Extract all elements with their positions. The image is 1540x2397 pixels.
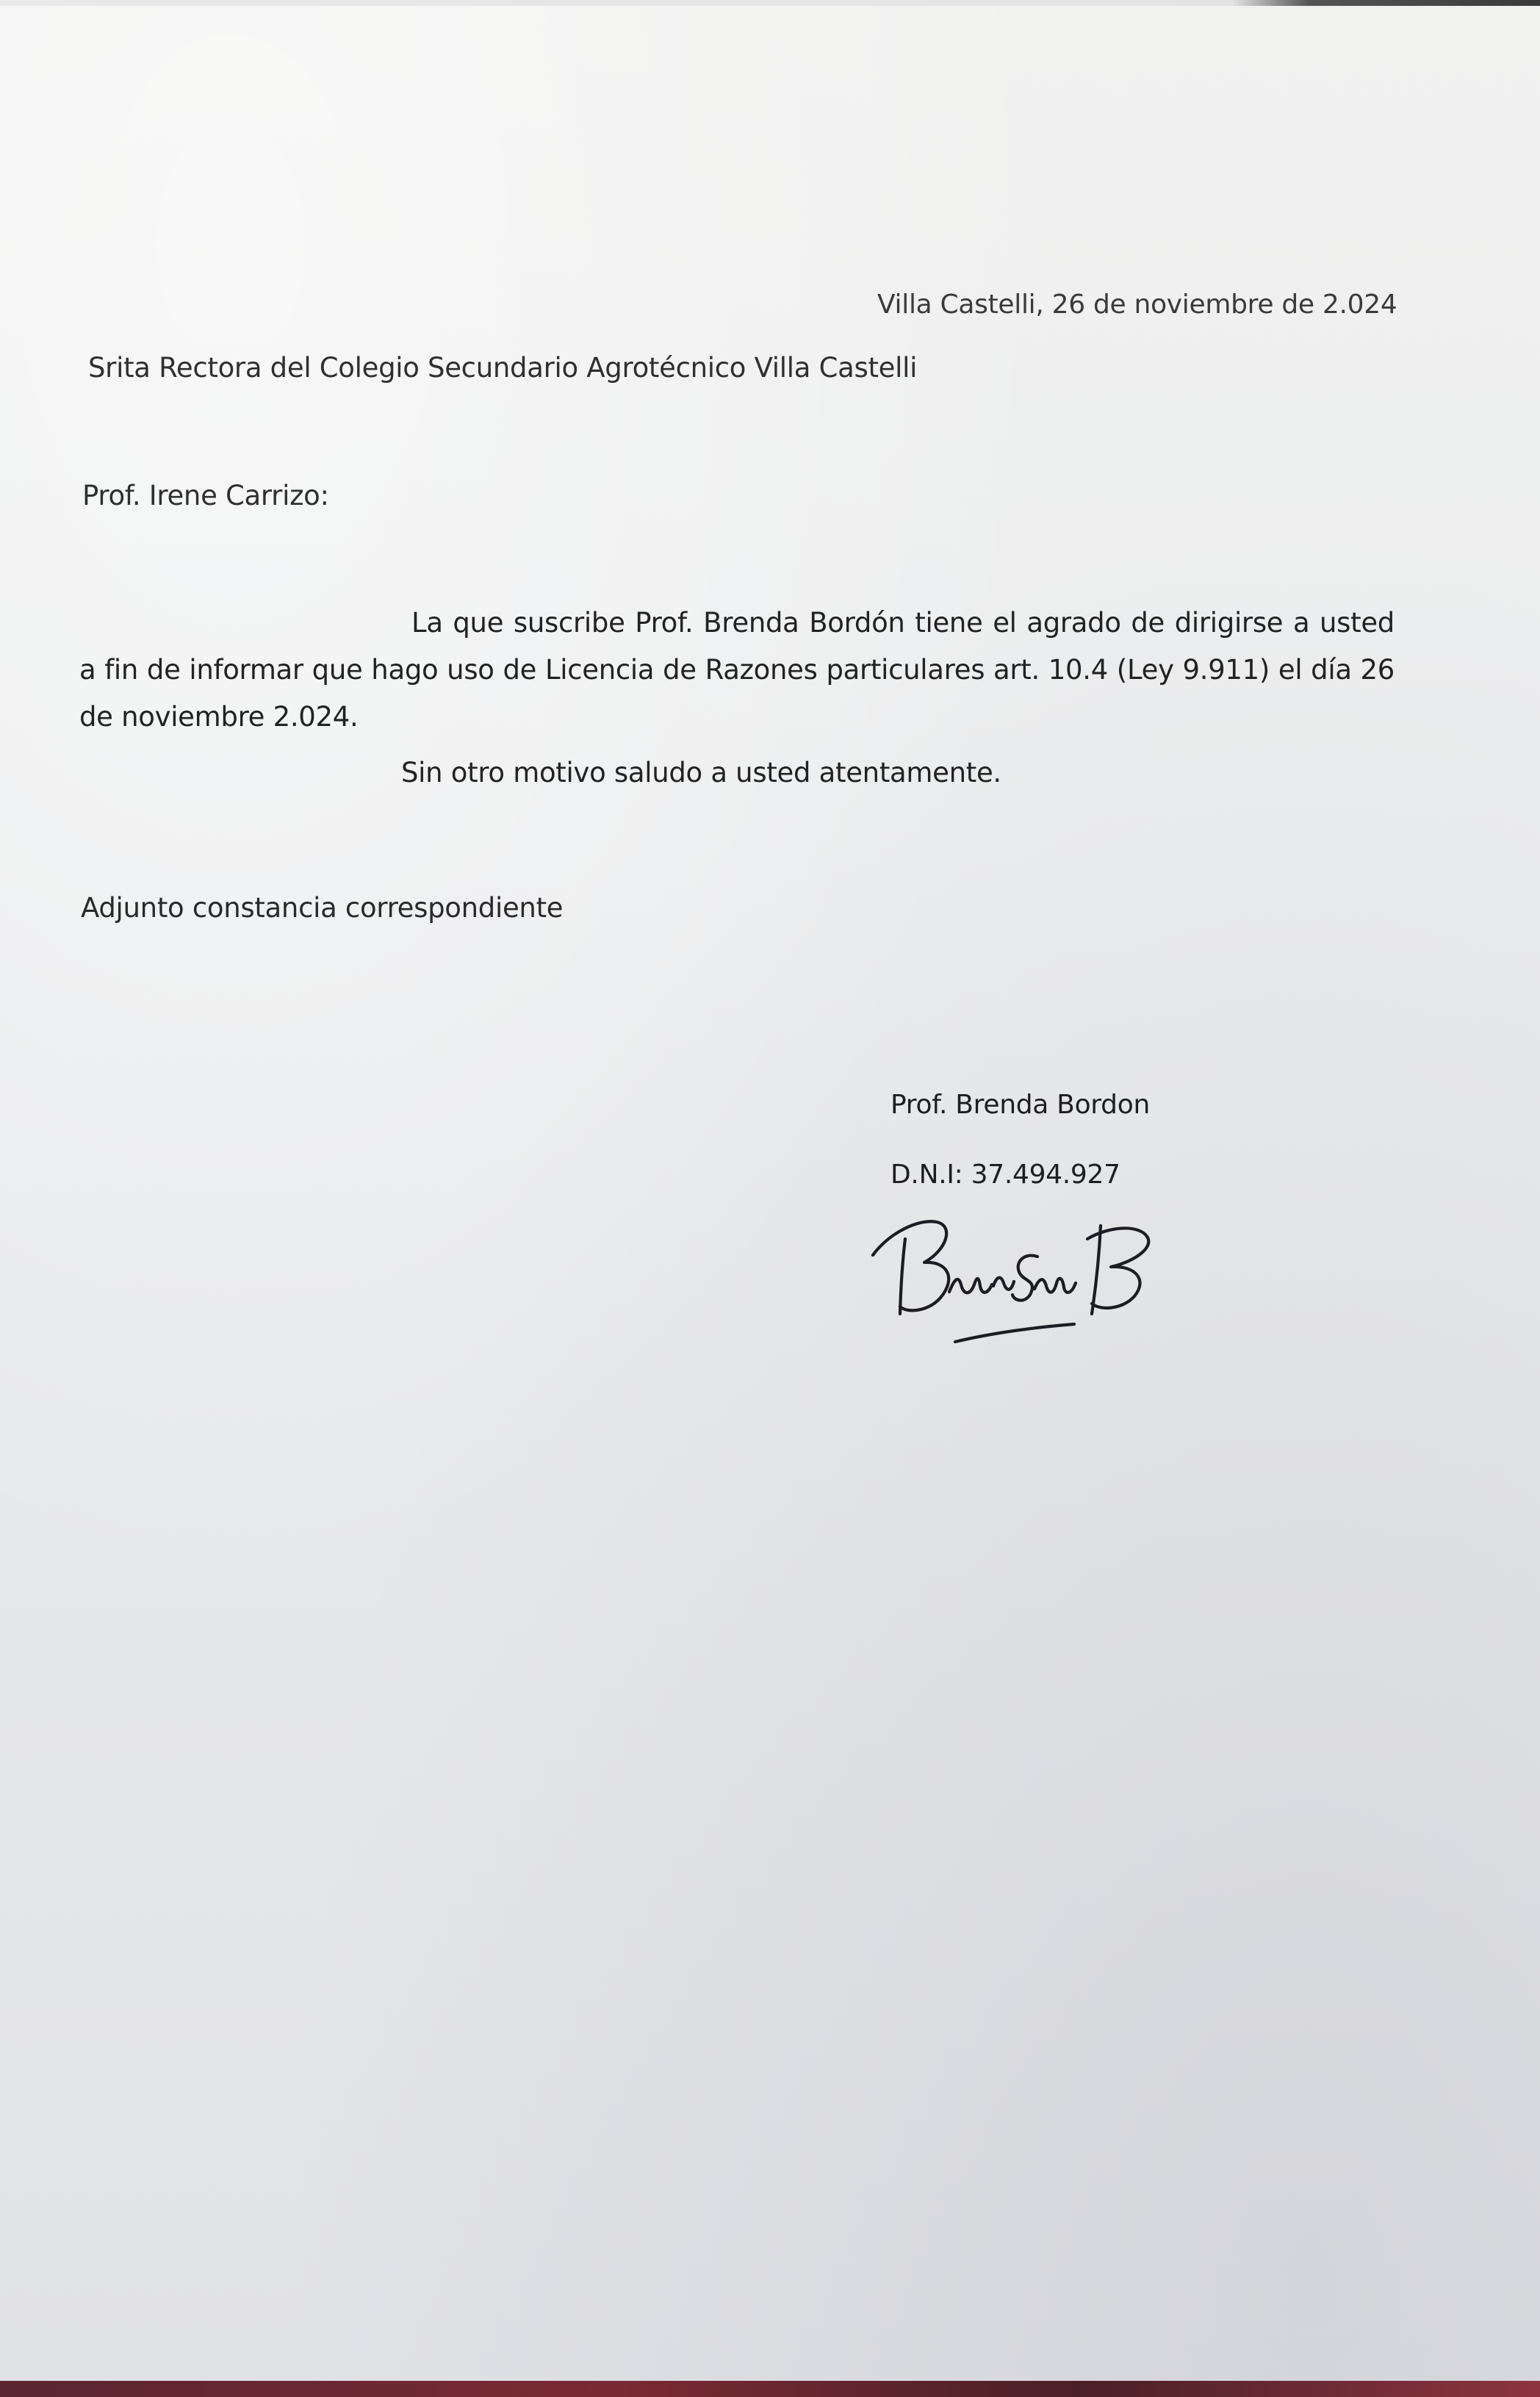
attachment-note: Adjunto constancia correspondiente bbox=[81, 892, 564, 924]
signer-name: Prof. Brenda Bordon bbox=[890, 1090, 1150, 1120]
photo-bottom-edge bbox=[0, 2381, 1540, 2397]
signer-id: D.N.I: 37.494.927 bbox=[890, 1160, 1120, 1190]
handwritten-signature bbox=[867, 1204, 1205, 1373]
body-paragraph: La que suscribe Prof. Brenda Bordón tiene el agrado de dirigirse a usted a fin de informar que hago uso de Licencia de Razones particulares art. 10.4 (Ley 9.911) el día 26 de noviembre 2.024. bbox=[79, 607, 1395, 733]
recipient-line: Srita Rectora del Colegio Secundario Agrotécnico Villa Castelli bbox=[88, 352, 918, 384]
letter-page bbox=[0, 6, 1540, 2381]
date-line: Villa Castelli, 26 de noviembre de 2.024 bbox=[877, 290, 1397, 320]
salutation-line: Prof. Irene Carrizo: bbox=[82, 480, 329, 511]
closing-line: Sin otro motivo saludo a usted atentamente. bbox=[401, 757, 1001, 788]
